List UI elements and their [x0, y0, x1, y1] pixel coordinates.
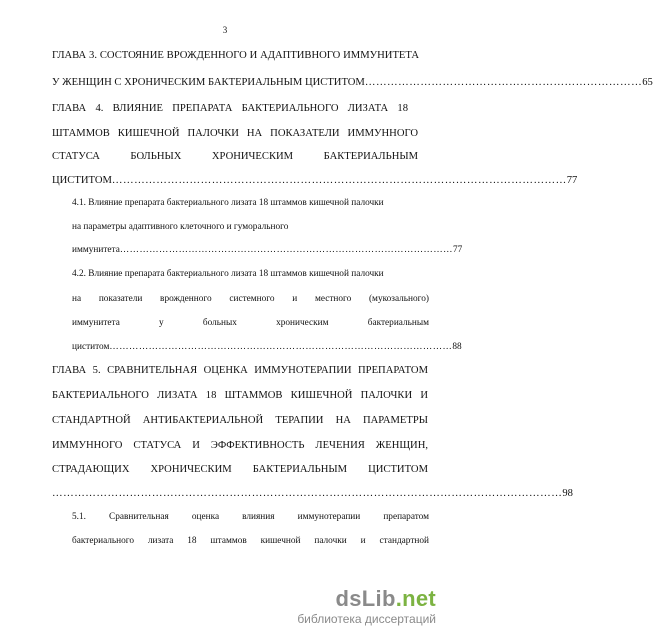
toc-page-ref: 65 [642, 77, 653, 88]
toc-entry-text: У ЖЕНЩИН С ХРОНИЧЕСКИМ БАКТЕРИАЛЬНЫМ ЦИСТИТОМ [52, 77, 365, 88]
toc-leader-dots: ………………………………………………………………… [364, 77, 643, 88]
toc-chapter-5-line-6 [52, 487, 573, 500]
toc-chapter-3-line-1: ГЛАВА 3. СОСТОЯНИЕ ВРОЖДЕННОГО И АДАПТИВНОГО ИММУНИТЕТА [52, 50, 419, 61]
toc-section-4-2-line-2: на показатели врожденного системного и местного (мукозального) [72, 294, 429, 304]
toc-chapter-5-line-5: СТРАДАЮЩИХ ХРОНИЧЕСКИМ БАКТЕРИАЛЬНЫМ ЦИСТИТОМ [52, 464, 428, 475]
toc-leader-dots: …………………………………………………………………………………………………………… [111, 175, 567, 186]
toc-section-4-2-line-4 [72, 341, 462, 354]
toc-leader-dots: ………………………………………………………………………………………………………………………… [52, 488, 563, 499]
toc-page-ref: 98 [562, 488, 573, 499]
toc-section-4-1-line-1: 4.1. Влияние препарата бактериального лизата 18 штаммов кишечной палочки [72, 198, 384, 208]
toc-section-5-1-line-2: бактериального лизата 18 штаммов кишечной палочки и стандартной [72, 536, 429, 546]
toc-chapter-4-line-1: ГЛАВА 4. ВЛИЯНИЕ ПРЕПАРАТА БАКТЕРИАЛЬНОГО ЛИЗАТА 18 [52, 103, 408, 114]
toc-leader-dots: ………………………………………………………………………………………… [119, 245, 453, 255]
toc-section-4-2-line-1: 4.2. Влияние препарата бактериального лизата 18 штаммов кишечной палочки [72, 269, 384, 279]
toc-chapter-4-line-4 [52, 174, 578, 187]
toc-page-ref: 88 [452, 342, 462, 352]
watermark-logo [297, 588, 436, 610]
toc-section-4-2-line-3: иммунитета у больных хроническим бактериальным [72, 318, 429, 328]
toc-section-4-1-line-3 [72, 244, 463, 257]
toc-entry-text: циститом [72, 342, 110, 352]
toc-chapter-5-line-1: ГЛАВА 5. СРАВНИТЕЛЬНАЯ ОЦЕНКА ИММУНОТЕРАПИИ ПРЕПАРАТОМ [52, 365, 428, 376]
watermark-brand: dsLib.net [335, 586, 436, 611]
toc-entry-text: иммунитета [72, 245, 120, 255]
toc-chapter-5-line-4: ИММУННОГО СТАТУСА И ЭФФЕКТИВНОСТЬ ЛЕЧЕНИЯ ЖЕНЩИН, [52, 440, 428, 451]
toc-page-ref: 77 [452, 245, 463, 255]
toc-chapter-3-line-2 [52, 76, 653, 89]
toc-section-5-1-line-1: 5.1. Сравнительная оценка влияния иммунотерапии препаратом [72, 512, 429, 522]
page-number: 3 [222, 25, 228, 35]
watermark-subtitle: библиотека диссертаций [297, 612, 436, 626]
toc-chapter-5-line-3: СТАНДАРТНОЙ АНТИБАКТЕРИАЛЬНОЙ ТЕРАПИИ НА ПАРАМЕТРЫ [52, 415, 428, 426]
toc-entry-text: ЦИСТИТОМ [52, 175, 112, 186]
toc-leader-dots: …………………………………………………………………………………………… [109, 342, 453, 352]
toc-chapter-4-line-2: ШТАММОВ КИШЕЧНОЙ ПАЛОЧКИ НА ПОКАЗАТЕЛИ ИММУННОГО [52, 128, 418, 139]
toc-chapter-5-line-2: БАКТЕРИАЛЬНОГО ЛИЗАТА 18 ШТАММОВ КИШЕЧНОЙ ПАЛОЧКИ И [52, 390, 428, 401]
watermark [297, 588, 436, 626]
toc-chapter-4-line-3: СТАТУСА БОЛЬНЫХ ХРОНИЧЕСКИМ БАКТЕРИАЛЬНЫМ [52, 151, 418, 162]
toc-section-4-1-line-2: на параметры адаптивного клеточного и гуморального [72, 222, 289, 232]
toc-page-ref: 77 [566, 175, 578, 186]
